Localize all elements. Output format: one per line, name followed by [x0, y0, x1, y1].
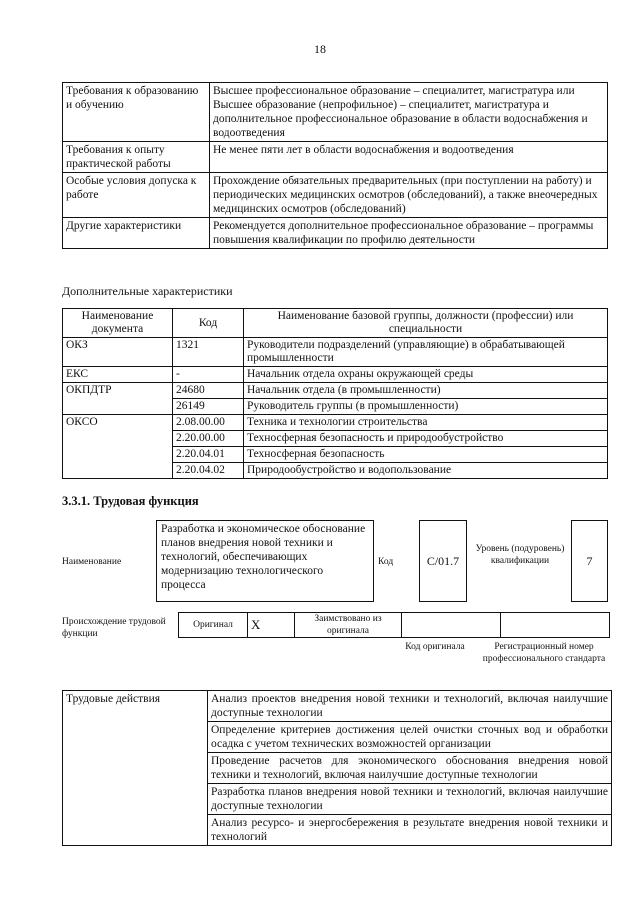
name-cell: Руководители подразделений (управляющие) в обрабатывающей промышленности [244, 338, 608, 367]
table-row [63, 691, 612, 722]
name-cell: Техносферная безопасность [244, 447, 608, 463]
column-header: Код [173, 309, 244, 338]
code-cell: 2.20.04.01 [173, 447, 244, 463]
table-row [63, 338, 608, 367]
labor-action-item: Проведение расчетов для экономического обоснования внедрения новой техники и технологий, включая наилучшие доступные технологии [208, 753, 612, 784]
name-cell: Начальник отдела (в промышленности) [244, 383, 608, 399]
labor-action-item: Анализ проектов внедрения новой техники и технологий, включая наилучшие доступные технологии [208, 691, 612, 722]
original-mark: X [248, 613, 295, 638]
reg-number-label: Регистрационный номер профессионального стандарта [482, 642, 606, 664]
original-label: Оригинал [179, 613, 248, 638]
code-cell: 2.20.00.00 [173, 431, 244, 447]
table-row [63, 173, 608, 218]
labor-action-item: Анализ ресурсо- и энергосбережения в результате внедрения новой техники и технологий [208, 815, 612, 846]
code-cell: 2.20.04.02 [173, 463, 244, 479]
requirements-table [62, 82, 608, 249]
origin-table [178, 612, 610, 638]
code-label: Код [378, 557, 394, 567]
origin-label: Происхождение трудовой функции [62, 617, 166, 639]
page-number: 18 [314, 42, 326, 56]
table-row [63, 83, 608, 142]
code-cell: 1321 [173, 338, 244, 367]
labor-actions-table [62, 690, 612, 846]
name-cell: Руководитель группы (в промышленности) [244, 399, 608, 415]
labor-function-heading: 3.3.1. Трудовая функция [62, 494, 199, 508]
table-row [63, 367, 608, 383]
table-row [63, 142, 608, 173]
doc-cell: ОКПДТР [63, 383, 173, 415]
doc-cell: ОКСО [63, 415, 173, 479]
name-cell: Техника и технологии строительства [244, 415, 608, 431]
code-cell: 2.08.00.00 [173, 415, 244, 431]
doc-cell: ЕКС [63, 367, 173, 383]
labor-action-item: Разработка планов внедрения новой техники и технологий, включая наилучшие доступные технологии [208, 784, 612, 815]
requirement-value: Прохождение обязательных предварительных (при поступлении на работу) и периодических медицинских осмотров (обследований), а также внеочередных медицинских осмотров (обследований) [210, 173, 608, 218]
code-cell: 26149 [173, 399, 244, 415]
requirement-label: Особые условия допуска к работе [63, 173, 210, 218]
requirement-label: Другие характеристики [63, 218, 210, 249]
column-header: Наименование базовой группы, должности (профессии) или специальности [244, 309, 608, 338]
requirement-label: Требования к опыту практической работы [63, 142, 210, 173]
labor-action-item: Определение критериев достижения целей очистки сточных вод и обработки осадка с учетом технических возможностей организации [208, 722, 612, 753]
requirement-value: Высшее профессиональное образование – специалитет, магистратура или Высшее образование (непрофильное) – специалитет, магистратура и дополнительное профессиональное образование в области водоснабжения и водоотведения [210, 83, 608, 142]
name-cell: Техносферная безопасность и природообустройство [244, 431, 608, 447]
name-cell: Природообустройство и водопользование [244, 463, 608, 479]
name-cell: Начальник отдела охраны окружающей среды [244, 367, 608, 383]
original-code-cell [402, 613, 501, 638]
table-row [63, 415, 608, 431]
function-code-box: С/01.7 [419, 520, 467, 602]
additional-characteristics-title: Дополнительные характеристики [62, 284, 233, 298]
table-row [179, 613, 610, 638]
requirement-value: Рекомендуется дополнительное профессиональное образование – программы повышения квалификации по профилю деятельности [210, 218, 608, 249]
additional-characteristics-table [62, 308, 608, 479]
code-cell: 24680 [173, 383, 244, 399]
column-header: Наименование документа [63, 309, 173, 338]
reg-number-cell [501, 613, 610, 638]
code-cell: - [173, 367, 244, 383]
labor-actions-label: Трудовые действия [63, 691, 208, 846]
qualification-level-label: Уровень (подуровень) квалификации [475, 544, 565, 566]
requirement-value: Не менее пяти лет в области водоснабжения и водоотведения [210, 142, 608, 173]
doc-cell: ОКЗ [63, 338, 173, 367]
function-name-box: Разработка и экономическое обоснование планов внедрения новой техники и технологий, обеспечивающих модернизацию технологического процесса [156, 520, 374, 602]
qualification-level-box: 7 [571, 520, 608, 602]
borrowed-label: Заимствовано из оригинала [295, 613, 402, 638]
requirement-label: Требования к образованию и обучению [63, 83, 210, 142]
original-code-label: Код оригинала [405, 642, 465, 652]
table-row [63, 383, 608, 399]
name-label: Наименование [62, 557, 122, 567]
table-row [63, 218, 608, 249]
table-header-row [63, 309, 608, 338]
